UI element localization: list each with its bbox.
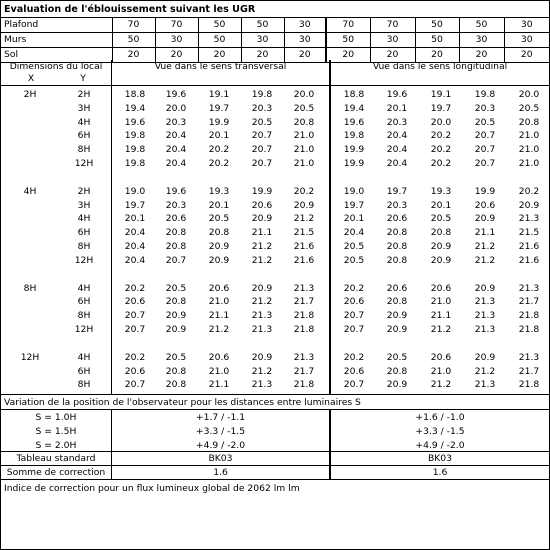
ugr-longitudinal-value: 21.0 (518, 158, 540, 169)
reflectance-value: 70 (155, 18, 198, 33)
ugr-longitudinal-value: 19.7 (386, 185, 408, 197)
room-y-label: 8H (77, 379, 91, 391)
variation-transverse: +3.3 / -1.5 (195, 426, 246, 437)
ugr-transverse-value: 20.0 (165, 102, 187, 114)
variation-longitudinal: +3.3 / -1.5 (415, 426, 465, 437)
ugr-longitudinal-value: 21.8 (518, 324, 540, 335)
room-y-label: 12H (74, 324, 94, 335)
reflectance-value: 50 (459, 18, 504, 33)
reflectance-value: 70 (370, 18, 415, 33)
center-divider (329, 60, 331, 395)
ugr-transverse-value: 20.9 (293, 199, 315, 211)
ugr-longitudinal-value: 20.7 (343, 379, 365, 391)
reflectance-value: 50 (415, 33, 459, 48)
sheet-title: Evaluation de l'éblouissement suivant les UGR (1, 1, 549, 18)
ugr-longitudinal-value: 20.8 (386, 227, 408, 239)
ugr-longitudinal-value: 21.3 (518, 351, 540, 363)
ugr-transverse-value: 20.4 (165, 144, 187, 156)
ugr-longitudinal-value: 20.9 (386, 310, 408, 322)
ugr-longitudinal-value: 20.2 (430, 158, 452, 169)
reflectance-value: 30 (284, 33, 326, 48)
x-label: X (27, 73, 35, 84)
variation-label: S = 1.5H (35, 426, 77, 437)
ugr-transverse-value: 20.9 (165, 324, 187, 335)
ugr-transverse-value: 20.7 (124, 310, 146, 322)
ugr-transverse-value: 20.8 (165, 227, 187, 239)
ugr-longitudinal-value: 20.7 (474, 144, 496, 156)
ugr-longitudinal-value: 21.0 (518, 144, 540, 156)
ugr-longitudinal-value: 20.8 (386, 241, 408, 252)
ugr-longitudinal-value: 19.7 (343, 199, 365, 211)
ugr-longitudinal-value: 19.9 (474, 185, 496, 197)
ugr-transverse-value: 20.4 (124, 254, 146, 266)
ugr-transverse-value: 20.4 (124, 241, 146, 252)
ugr-longitudinal-value: 20.8 (386, 365, 408, 377)
reflectance-value: 20 (370, 48, 415, 63)
ugr-transverse-value: 21.0 (293, 130, 315, 142)
ugr-longitudinal-value: 20.8 (386, 254, 408, 266)
ugr-transverse-value: 19.8 (124, 158, 146, 169)
ugr-transverse-value: 21.0 (208, 296, 230, 308)
ugr-longitudinal-value: 20.5 (386, 351, 408, 363)
ugr-transverse-value: 20.2 (208, 158, 230, 169)
standard-transverse: BK03 (208, 453, 233, 464)
footer-note: Indice de correction pour un flux lumineux global de 2062 lm lm (4, 483, 300, 494)
ugr-transverse-value: 20.8 (293, 116, 315, 128)
ugr-longitudinal-value: 19.0 (343, 185, 365, 197)
ugr-longitudinal-value: 20.9 (386, 324, 408, 335)
reflectance-label: Plafond (1, 18, 112, 33)
room-y-label: 4H (77, 116, 91, 128)
ugr-longitudinal-value: 19.6 (386, 89, 408, 100)
ugr-longitudinal-value: 21.8 (518, 310, 540, 322)
ugr-longitudinal-value: 19.1 (430, 89, 452, 100)
ugr-longitudinal-value: 20.9 (430, 241, 452, 252)
reflectance-value: 50 (415, 18, 459, 33)
room-y-label: 4H (77, 213, 91, 225)
reflectance-value: 20 (459, 48, 504, 63)
ugr-longitudinal-value: 20.9 (518, 199, 540, 211)
ugr-longitudinal-value: 20.9 (386, 379, 408, 391)
ugr-transverse-value: 20.7 (251, 158, 273, 169)
ugr-transverse-value: 20.2 (124, 351, 146, 363)
ugr-transverse-value: 19.6 (124, 116, 146, 128)
ugr-transverse-value: 20.7 (124, 379, 146, 391)
reflectance-row (1, 33, 549, 48)
ugr-longitudinal-value: 20.3 (474, 102, 496, 114)
ugr-transverse-value: 20.5 (208, 213, 230, 225)
reflectance-label: Murs (1, 33, 112, 48)
ugr-transverse-value: 19.8 (251, 89, 273, 100)
ugr-longitudinal-value: 20.0 (518, 89, 540, 100)
ugr-transverse-value: 20.1 (208, 130, 230, 142)
reflectance-value: 30 (370, 33, 415, 48)
ugr-longitudinal-value: 21.2 (474, 241, 496, 252)
room-y-label: 6H (77, 227, 91, 239)
ugr-longitudinal-value: 20.7 (343, 310, 365, 322)
ugr-longitudinal-value: 20.4 (386, 130, 408, 142)
correction-longitudinal: 1.6 (432, 467, 448, 478)
ugr-transverse-value: 20.6 (251, 199, 273, 211)
ugr-transverse-value: 21.2 (251, 241, 273, 252)
ugr-longitudinal-value: 20.6 (474, 199, 496, 211)
standard-top-rule (1, 451, 549, 452)
ugr-transverse-value: 20.3 (165, 116, 187, 128)
ugr-longitudinal-value: 20.3 (386, 199, 408, 211)
ugr-longitudinal-value: 19.9 (343, 144, 365, 156)
ugr-longitudinal-value: 20.8 (386, 296, 408, 308)
ugr-transverse-value: 21.2 (251, 254, 273, 266)
ugr-transverse-value: 21.3 (293, 282, 315, 294)
ugr-longitudinal-value: 21.2 (430, 324, 452, 335)
ugr-transverse-value: 18.8 (124, 89, 146, 100)
ugr-longitudinal-value: 21.2 (474, 365, 496, 377)
correction-transverse: 1.6 (213, 467, 228, 478)
reflectance-value: 30 (459, 33, 504, 48)
reflectance-value: 20 (155, 48, 198, 63)
ugr-longitudinal-value: 19.6 (343, 116, 365, 128)
ugr-transverse-value: 21.8 (293, 310, 315, 322)
ugr-longitudinal-value: 21.2 (430, 379, 452, 391)
ugr-transverse-value: 20.2 (293, 185, 315, 197)
ugr-transverse-value: 19.1 (208, 89, 230, 100)
ugr-transverse-value: 19.7 (124, 199, 146, 211)
ugr-transverse-value: 20.3 (251, 102, 273, 114)
ugr-longitudinal-value: 21.2 (474, 254, 496, 266)
dims-divider (111, 60, 112, 395)
ugr-transverse-value: 20.0 (293, 89, 315, 100)
ugr-longitudinal-value: 20.2 (518, 185, 540, 197)
view-longitudinal-header: Vue dans le sens longitudinal (372, 61, 508, 72)
room-y-label: 3H (77, 102, 91, 114)
reflectance-value: 20 (112, 48, 155, 63)
ugr-longitudinal-value: 20.6 (430, 351, 452, 363)
ugr-longitudinal-value: 19.8 (474, 89, 496, 100)
room-x-label: 4H (23, 185, 37, 197)
room-y-label: 12H (74, 254, 94, 266)
ugr-transverse-value: 21.1 (251, 227, 273, 239)
reflectance-value: 70 (112, 18, 155, 33)
ugr-longitudinal-value: 20.2 (430, 144, 452, 156)
ugr-longitudinal-value: 21.3 (518, 282, 540, 294)
ugr-longitudinal-value: 21.0 (518, 130, 540, 142)
variation-label: S = 1.0H (35, 412, 77, 423)
ugr-longitudinal-value: 21.3 (474, 379, 496, 391)
ugr-transverse-value: 21.3 (293, 351, 315, 363)
y-label: Y (80, 73, 86, 84)
ugr-longitudinal-value: 21.7 (518, 296, 540, 308)
ugr-longitudinal-value: 20.4 (386, 158, 408, 169)
ugr-transverse-value: 20.2 (208, 144, 230, 156)
reflectance-value: 50 (241, 18, 284, 33)
room-y-label: 6H (77, 130, 91, 142)
ugr-transverse-value: 21.0 (293, 158, 315, 169)
ugr-longitudinal-value: 20.5 (474, 116, 496, 128)
ugr-transverse-value: 20.4 (165, 130, 187, 142)
ugr-transverse-value: 21.8 (293, 324, 315, 335)
ugr-longitudinal-value: 20.8 (518, 116, 540, 128)
ugr-transverse-value: 21.6 (293, 241, 315, 252)
ugr-longitudinal-value: 20.5 (430, 213, 452, 225)
ugr-transverse-value: 21.3 (251, 379, 273, 391)
ugr-transverse-value: 20.5 (165, 351, 187, 363)
ugr-transverse-value: 20.9 (251, 213, 273, 225)
ugr-transverse-value: 19.9 (251, 185, 273, 197)
ugr-longitudinal-value: 20.6 (386, 213, 408, 225)
ugr-longitudinal-value: 20.7 (343, 324, 365, 335)
ugr-transverse-value: 20.3 (165, 199, 187, 211)
variation-transverse: +4.9 / -2.0 (195, 440, 246, 451)
room-x-label: 2H (23, 89, 37, 100)
ugr-transverse-value: 19.4 (124, 102, 146, 114)
ugr-longitudinal-value: 21.5 (518, 227, 540, 239)
correction-top-rule (1, 465, 549, 466)
ugr-transverse-value: 20.6 (124, 365, 146, 377)
ugr-longitudinal-value: 20.9 (474, 213, 496, 225)
ugr-transverse-value: 21.8 (293, 379, 315, 391)
ugr-transverse-value: 21.2 (251, 296, 273, 308)
ugr-transverse-value: 20.5 (165, 282, 187, 294)
ugr-transverse-value: 20.7 (165, 254, 187, 266)
ugr-longitudinal-value: 18.8 (343, 89, 365, 100)
reflectance-row (1, 18, 549, 33)
reflectance-value: 30 (155, 33, 198, 48)
room-x-label: 8H (23, 282, 37, 294)
ugr-transverse-value: 21.1 (208, 379, 230, 391)
reflectance-value: 50 (198, 33, 241, 48)
ugr-transverse-value: 20.8 (165, 296, 187, 308)
ugr-transverse-value: 21.0 (208, 365, 230, 377)
ugr-transverse-value: 20.6 (208, 282, 230, 294)
ugr-transverse-value: 20.9 (251, 351, 273, 363)
correction-bottom-rule (1, 479, 549, 480)
ugr-transverse-value: 19.6 (165, 89, 187, 100)
ugr-longitudinal-value: 19.3 (430, 185, 452, 197)
ugr-longitudinal-value: 20.2 (343, 282, 365, 294)
ugr-longitudinal-value: 20.1 (386, 102, 408, 114)
ugr-transverse-value: 19.9 (208, 116, 230, 128)
room-y-label: 12H (74, 158, 94, 169)
ugr-transverse-value: 21.2 (251, 365, 273, 377)
ugr-longitudinal-value: 20.2 (430, 130, 452, 142)
standard-label: Tableau standard (16, 453, 96, 464)
ugr-transverse-value: 20.9 (208, 254, 230, 266)
variation-longitudinal: +1.6 / -1.0 (415, 412, 465, 423)
ugr-transverse-value: 20.1 (124, 213, 146, 225)
reflectance-table (1, 18, 549, 63)
main-bottom-rule (1, 394, 549, 395)
ugr-longitudinal-value: 20.6 (343, 296, 365, 308)
ugr-longitudinal-value: 20.4 (386, 144, 408, 156)
ugr-longitudinal-value: 21.6 (518, 254, 540, 266)
ugr-transverse-value: 20.2 (124, 282, 146, 294)
variation-rule (1, 409, 549, 410)
variation-transverse: +1.7 / -1.1 (195, 412, 246, 423)
room-y-label: 4H (77, 351, 91, 363)
room-y-label: 6H (77, 296, 91, 308)
reflectance-value: 50 (326, 33, 370, 48)
ugr-longitudinal-value: 20.0 (430, 116, 452, 128)
ugr-transverse-value: 20.6 (208, 351, 230, 363)
reflectance-label: Sol (1, 48, 112, 63)
room-y-label: 8H (77, 144, 91, 156)
ugr-transverse-value: 20.9 (251, 282, 273, 294)
ugr-longitudinal-value: 20.9 (474, 351, 496, 363)
room-y-label: 2H (77, 185, 91, 197)
reflectance-value: 20 (326, 48, 370, 63)
room-y-label: 4H (77, 282, 91, 294)
reflectance-value: 30 (504, 33, 549, 48)
ugr-longitudinal-value: 19.4 (343, 102, 365, 114)
ugr-longitudinal-value: 19.8 (343, 130, 365, 142)
ugr-longitudinal-value: 20.8 (430, 227, 452, 239)
ugr-transverse-value: 21.3 (251, 310, 273, 322)
ugr-longitudinal-value: 21.3 (518, 213, 540, 225)
ugr-transverse-value: 21.2 (208, 324, 230, 335)
ugr-transverse-value: 20.4 (124, 227, 146, 239)
reflectance-value: 30 (504, 18, 549, 33)
ugr-transverse-value: 21.6 (293, 254, 315, 266)
ugr-longitudinal-value: 20.1 (430, 199, 452, 211)
ugr-transverse-value: 20.8 (165, 365, 187, 377)
ugr-transverse-value: 20.7 (124, 324, 146, 335)
ugr-longitudinal-value: 20.3 (386, 116, 408, 128)
variation-caption: Variation de la position de l'observateur pour les distances entre luminaires S (4, 397, 361, 408)
reflectance-value: 20 (241, 48, 284, 63)
room-y-label: 2H (77, 89, 91, 100)
ugr-longitudinal-value: 20.5 (518, 102, 540, 114)
ugr-longitudinal-value: 20.2 (343, 351, 365, 363)
ugr-longitudinal-value: 20.6 (386, 282, 408, 294)
ugr-longitudinal-value: 21.1 (430, 310, 452, 322)
standard-longitudinal: BK03 (427, 453, 453, 464)
ugr-longitudinal-value: 21.0 (430, 296, 452, 308)
reflectance-value: 20 (284, 48, 326, 63)
ugr-longitudinal-value: 20.6 (430, 282, 452, 294)
ugr-longitudinal-value: 20.9 (474, 282, 496, 294)
ugr-transverse-value: 20.7 (251, 144, 273, 156)
ugr-transverse-value: 20.9 (208, 241, 230, 252)
ugr-longitudinal-value: 21.7 (518, 365, 540, 377)
reflectance-value: 20 (198, 48, 241, 63)
reflectance-value: 50 (198, 18, 241, 33)
ugr-transverse-value: 21.0 (293, 144, 315, 156)
ugr-transverse-value: 20.7 (251, 130, 273, 142)
ugr-transverse-value: 21.7 (293, 365, 315, 377)
ugr-longitudinal-value: 21.0 (430, 365, 452, 377)
ugr-transverse-value: 20.6 (124, 296, 146, 308)
room-y-label: 8H (77, 241, 91, 252)
room-x-label: 12H (20, 351, 40, 363)
ugr-longitudinal-value: 21.3 (474, 296, 496, 308)
ugr-longitudinal-value: 20.4 (343, 227, 365, 239)
ugr-transverse-value: 21.1 (208, 310, 230, 322)
reflectance-value: 70 (326, 18, 370, 33)
ugr-transverse-value: 20.6 (165, 213, 187, 225)
ugr-longitudinal-value: 21.3 (474, 310, 496, 322)
ugr-longitudinal-value: 19.7 (430, 102, 452, 114)
ugr-transverse-value: 20.8 (165, 379, 187, 391)
ugr-longitudinal-value: 20.5 (343, 254, 365, 266)
ugr-transverse-value: 21.7 (293, 296, 315, 308)
ugr-transverse-value: 20.5 (251, 116, 273, 128)
ugr-transverse-value: 21.2 (293, 213, 315, 225)
ugr-longitudinal-value: 20.7 (474, 158, 496, 169)
ugr-transverse-value: 19.7 (208, 102, 230, 114)
variation-label: S = 2.0H (35, 440, 77, 451)
room-y-label: 6H (77, 365, 91, 377)
ugr-transverse-value: 19.3 (208, 185, 230, 197)
view-transverse-header: Vue dans le sens transversal (154, 61, 287, 72)
ugr-longitudinal-value: 20.7 (474, 130, 496, 142)
ugr-longitudinal-value: 20.1 (343, 213, 365, 225)
reflectance-value: 30 (241, 33, 284, 48)
ugr-transverse-value: 20.9 (165, 310, 187, 322)
ugr-longitudinal-value: 20.6 (343, 365, 365, 377)
ugr-transverse-value: 21.5 (293, 227, 315, 239)
correction-label: Somme de correction (6, 467, 106, 478)
ugr-longitudinal-value: 21.6 (518, 241, 540, 252)
ugr-transverse-value: 20.5 (293, 102, 315, 114)
ugr-transverse-value: 21.3 (251, 324, 273, 335)
ugr-longitudinal-value: 20.5 (343, 241, 365, 252)
reflectance-value: 50 (112, 33, 155, 48)
variation-longitudinal: +4.9 / -2.0 (415, 440, 465, 451)
ugr-transverse-value: 20.8 (165, 241, 187, 252)
ugr-longitudinal-value: 21.3 (474, 324, 496, 335)
ugr-longitudinal-value: 19.9 (343, 158, 365, 169)
ugr-transverse-value: 19.0 (124, 185, 146, 197)
ugr-transverse-value: 19.8 (124, 144, 146, 156)
reflectance-value: 20 (504, 48, 549, 63)
dims-bottom-rule (1, 85, 549, 86)
ugr-longitudinal-value: 21.1 (474, 227, 496, 239)
room-y-label: 3H (77, 199, 91, 211)
ugr-transverse-value: 20.4 (165, 158, 187, 169)
ugr-transverse-value: 19.6 (165, 185, 187, 197)
reflectance-value: 20 (415, 48, 459, 63)
ugr-transverse-value: 20.8 (208, 227, 230, 239)
ugr-longitudinal-value: 20.9 (430, 254, 452, 266)
dims-header: Dimensions du local (9, 61, 103, 72)
reflectance-value: 30 (284, 18, 326, 33)
ugr-transverse-value: 20.1 (208, 199, 230, 211)
room-y-label: 8H (77, 310, 91, 322)
ugr-transverse-value: 19.8 (124, 130, 146, 142)
ugr-longitudinal-value: 21.8 (518, 379, 540, 391)
